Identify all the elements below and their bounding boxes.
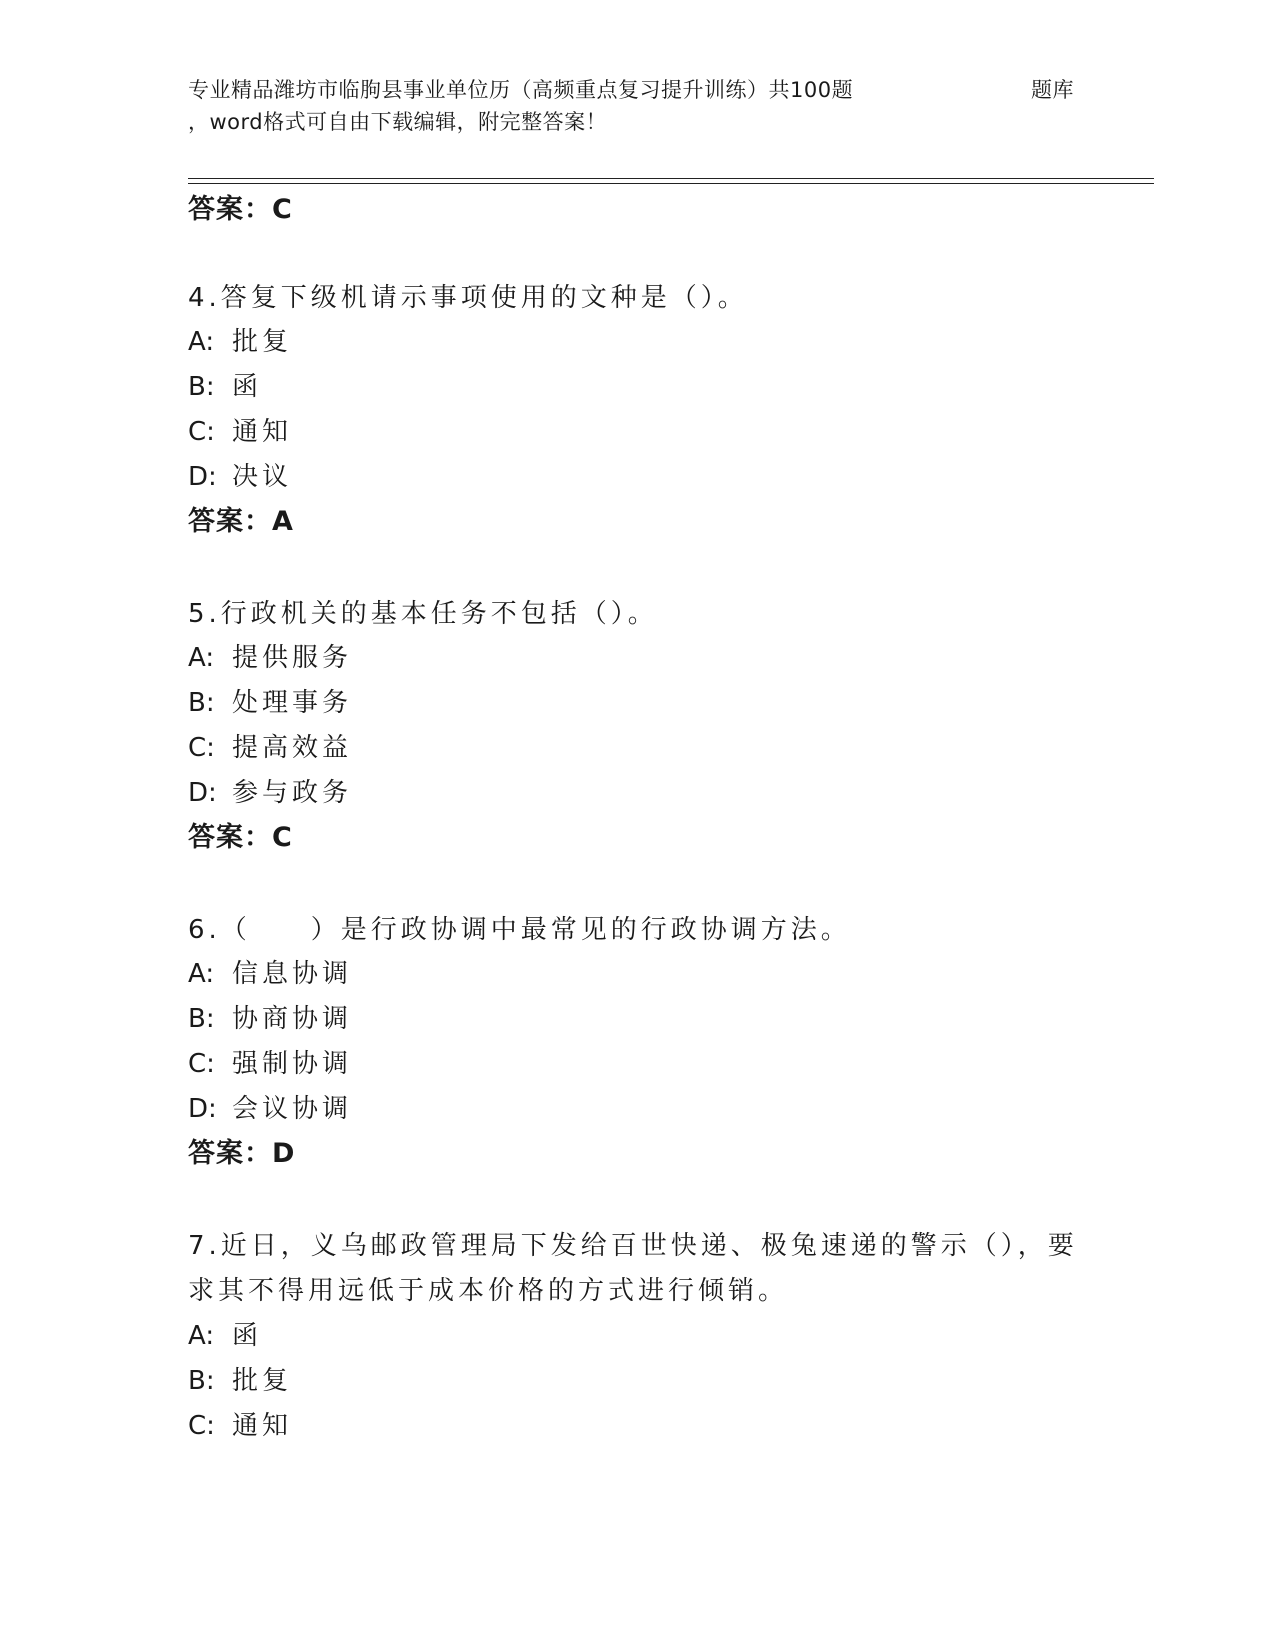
option-label: A: (188, 1321, 215, 1351)
header-divider-top (188, 178, 1154, 179)
option-text: 提供服务 (232, 643, 353, 673)
question-4-option-d (188, 457, 292, 497)
question-6-stem: 6.（ ）是行政协调中最常见的行政协调方法。 (188, 915, 851, 945)
option-label: C: (188, 1411, 215, 1441)
question-5-stem: 5.行政机关的基本任务不包括（）。 (188, 599, 658, 629)
option-label: A: (188, 327, 215, 357)
header-title-line (188, 74, 1148, 106)
option-label: C: (188, 733, 215, 763)
header-divider-bottom (188, 183, 1154, 184)
question-4-option-a (188, 322, 292, 362)
option-text: 强制协调 (232, 1049, 353, 1079)
header-right-label: 题库 (1031, 78, 1074, 102)
option-label: C: (188, 1049, 215, 1079)
question-6-option-d (188, 1089, 352, 1129)
question-5-option-c (188, 728, 352, 768)
option-text: 会议协调 (232, 1094, 353, 1124)
page-header (188, 74, 1148, 138)
question-6-option-a (188, 954, 352, 994)
option-text: 函 (232, 1321, 263, 1351)
question-7-stem-line2: 求其不得用远低于成本价格的方式进行倾销。 (188, 1276, 789, 1306)
option-text: 函 (232, 372, 263, 402)
option-label: D: (188, 778, 217, 808)
option-label: B: (188, 372, 215, 402)
option-text: 信息协调 (232, 959, 353, 989)
option-text: 批复 (232, 1366, 293, 1396)
question-7-option-a (188, 1316, 262, 1356)
option-text: 通知 (232, 417, 293, 447)
option-text: 通知 (232, 1411, 293, 1441)
question-6-option-b (188, 999, 352, 1039)
option-label: A: (188, 643, 215, 673)
option-text: 批复 (232, 327, 293, 357)
option-label: D: (188, 462, 217, 492)
question-4-answer: 答案：A (188, 506, 294, 537)
question-7-option-b (188, 1361, 292, 1401)
question-7-stem-line1: 7.近日，义乌邮政管理局下发给百世快递、极兔速递的警示（），要 (188, 1231, 1078, 1261)
option-label: C: (188, 417, 215, 447)
question-5-option-b (188, 683, 352, 723)
question-6-answer: 答案：D (188, 1138, 296, 1169)
option-text: 决议 (232, 462, 293, 492)
option-label: B: (188, 688, 215, 718)
question-5-option-a (188, 638, 352, 678)
question-4-option-b (188, 367, 262, 407)
header-subtitle: ，word格式可自由下载编辑，附完整答案！ (188, 110, 608, 134)
question-4-stem: 4.答复下级机请示事项使用的文种是（）。 (188, 283, 748, 313)
option-text: 提高效益 (232, 733, 353, 763)
option-label: B: (188, 1004, 215, 1034)
option-label: B: (188, 1366, 215, 1396)
question-5-option-d (188, 773, 352, 813)
option-label: A: (188, 959, 215, 989)
question-7-option-c (188, 1406, 292, 1446)
option-text: 协商协调 (232, 1004, 353, 1034)
option-text: 参与政务 (232, 778, 353, 808)
option-text: 处理事务 (232, 688, 353, 718)
question-5-answer: 答案：C (188, 822, 293, 853)
question-6-option-c (188, 1044, 352, 1084)
answer-prev: 答案：C (188, 194, 293, 225)
question-4-option-c (188, 412, 292, 452)
option-label: D: (188, 1094, 217, 1124)
header-title: 专业精品潍坊市临朐县事业单位历（高频重点复习提升训练）共100题 (188, 78, 854, 102)
